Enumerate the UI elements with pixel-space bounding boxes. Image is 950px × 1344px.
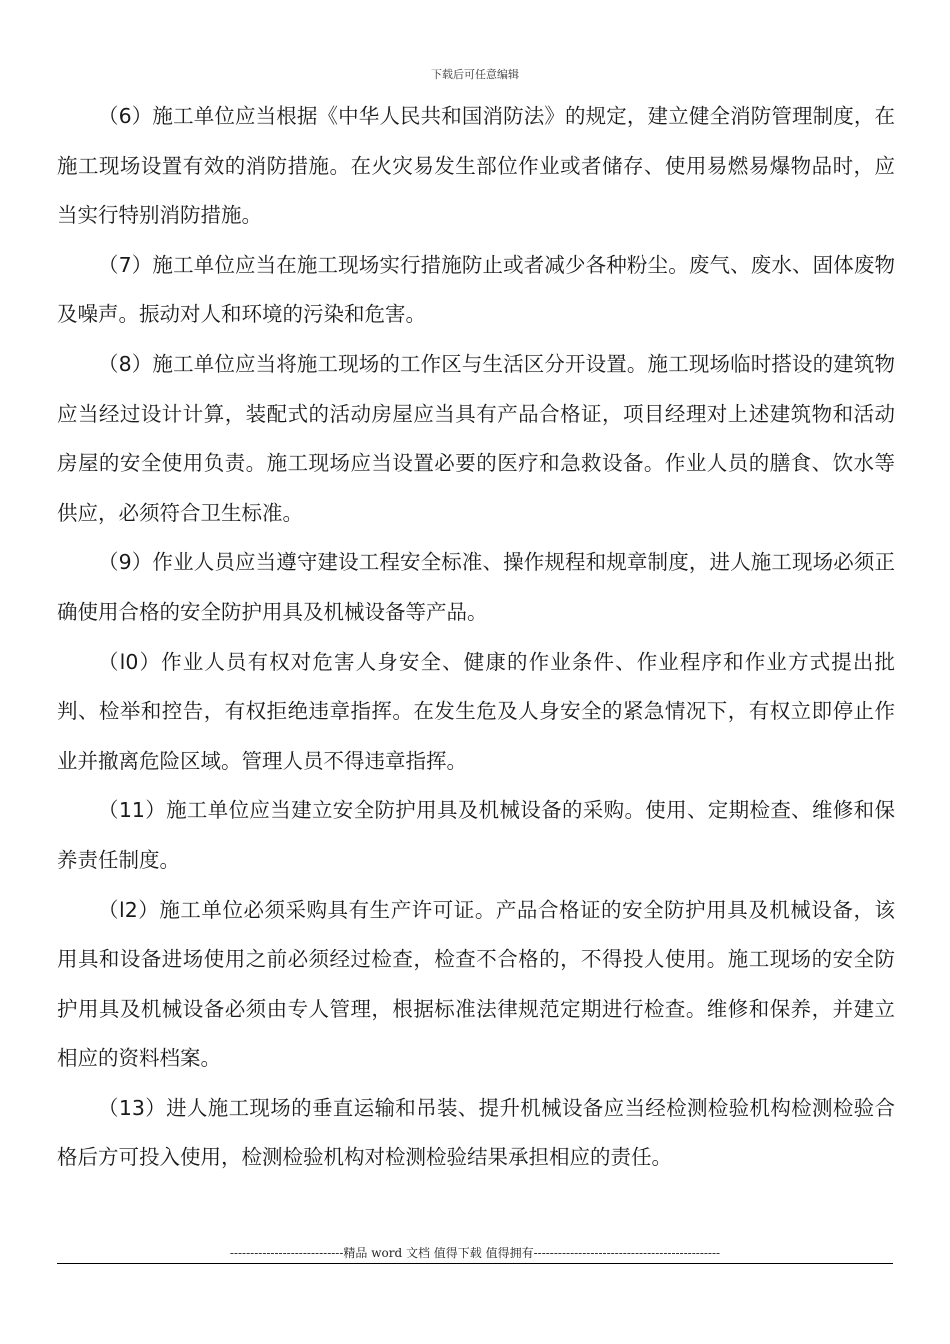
document-body [57, 92, 895, 1183]
paragraph-10: （l0）作业人员有权对危害人身安全、健康的作业条件、作业程序和作业方式提出批判、检举和控告，有权拒绝违章指挥。在发生危及人身安全的紧急情况下，有权立即停止作业并撤离危险区域。管理人员不得违章指挥。 [57, 649, 895, 773]
page-footer: ----------------------------精品 word 文档 值得下载 值得拥有---------------------------------------------- [229, 1246, 721, 1260]
paragraph-8: （8）施工单位应当将施工现场的工作区与生活区分开设置。施工现场临时搭设的建筑物应当经过设计计算，装配式的活动房屋应当具有产品合格证，项目经理对上述建筑物和活动房屋的安全使用负责。施工现场应当设置必要的医疗和急救设备。作业人员的膳食、饮水等供应，必须符合卫生标准。 [57, 351, 895, 525]
paragraph-6: （6）施工单位应当根据《中华人民共和国消防法》的规定，建立健全消防管理制度，在施工现场设置有效的消防措施。在火灾易发生部位作业或者储存、使用易燃易爆物品时，应当实行特别消防措施。 [57, 104, 895, 228]
paragraph-11: （11）施工单位应当建立安全防护用具及机械设备的采购。使用、定期检查、维修和保养责任制度。 [57, 798, 895, 872]
footer-divider [57, 1263, 893, 1264]
paragraph-12: （l2）施工单位必须采购具有生产许可证。产品合格证的安全防护用具及机械设备，该用具和设备进场使用之前必须经过检查，检查不合格的，不得投人使用。施工现场的安全防护用具及机械设备必须由专人管理，根据标准法律规范定期进行检查。维修和保养，并建立相应的资料档案。 [57, 897, 895, 1071]
paragraph-13: （13）进人施工现场的垂直运输和吊装、提升机械设备应当经检测检验机构检测检验合格后方可投入使用，检测检验机构对检测检验结果承担相应的责任。 [57, 1095, 895, 1170]
page-header: 下载后可任意编辑 [431, 68, 519, 81]
paragraph-9: （9）作业人员应当遵守建设工程安全标准、操作规程和规章制度，进人施工现场必须正确使用合格的安全防护用具及机械设备等产品。 [57, 550, 895, 624]
paragraph-7: （7）施工单位应当在施工现场实行措施防止或者减少各种粉尘。废气、废水、固体废物及噪声。振动对人和环境的污染和危害。 [57, 252, 895, 327]
